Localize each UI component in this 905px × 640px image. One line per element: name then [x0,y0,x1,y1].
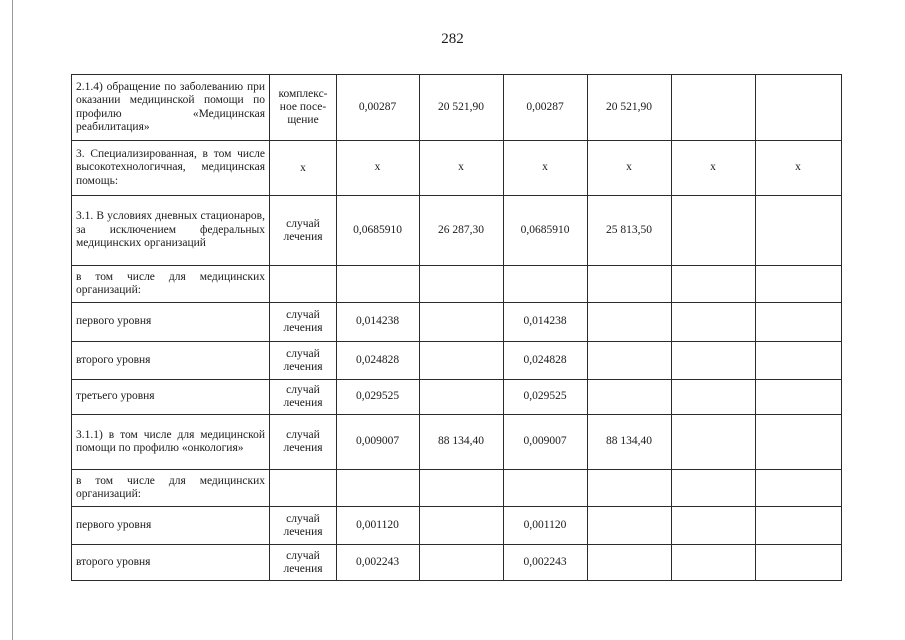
unit-cell: случай лечения [270,380,337,415]
value-cell: 20 521,90 [588,75,672,141]
table-row [72,380,842,415]
value-cell: х [337,141,420,196]
value-cell [588,303,672,342]
value-cell [756,196,842,266]
value-cell [504,470,588,507]
value-cell: 88 134,40 [420,415,504,470]
unit-cell: случай лечения [270,507,337,545]
unit-cell: случай лечения [270,545,337,581]
value-cell [420,342,504,380]
table-row [72,141,842,196]
value-cell [588,380,672,415]
row-description: первого уровня [72,303,270,342]
unit-cell: случай лечения [270,303,337,342]
row-description: 3. Специализированная, в том числе высокотехнологичная, медицинская помощь: [72,141,270,196]
value-cell [672,470,756,507]
unit-cell: случай лечения [270,415,337,470]
value-cell: 0,001120 [504,507,588,545]
value-cell: 0,002243 [337,545,420,581]
value-cell [756,75,842,141]
value-cell: 0,00287 [337,75,420,141]
value-cell: 0,002243 [504,545,588,581]
value-cell: 0,0685910 [504,196,588,266]
value-cell [588,342,672,380]
row-description: первого уровня [72,507,270,545]
table-row [72,196,842,266]
value-cell [420,507,504,545]
value-cell [672,303,756,342]
unit-cell: комплекс-ное посе-щение [270,75,337,141]
page-number: 282 [441,31,464,47]
value-cell: х [756,141,842,196]
value-cell [672,545,756,581]
row-description: 3.1. В условиях дневных стационаров, за исключением федеральных медицинских организаций [72,196,270,266]
value-cell [756,303,842,342]
volume-norms-table [71,74,842,581]
value-cell: 88 134,40 [588,415,672,470]
unit-cell: случай лечения [270,342,337,380]
row-description: в том числе для медицинских организаций: [72,470,270,507]
value-cell: х [672,141,756,196]
value-cell [420,470,504,507]
row-description: 3.1.1) в том числе для медицинской помощи по профилю «онкология» [72,415,270,470]
table-row [72,342,842,380]
value-cell: 0,014238 [337,303,420,342]
table-row [72,266,842,303]
unit-cell [270,470,337,507]
value-cell [756,507,842,545]
value-cell: 0,024828 [337,342,420,380]
value-cell: 25 813,50 [588,196,672,266]
table-row [72,75,842,141]
value-cell [672,380,756,415]
value-cell: 0,00287 [504,75,588,141]
value-cell [672,507,756,545]
row-description: второго уровня [72,545,270,581]
value-cell [588,266,672,303]
unit-cell: х [270,141,337,196]
value-cell [420,545,504,581]
value-cell: х [588,141,672,196]
value-cell [672,415,756,470]
value-cell [504,266,588,303]
value-cell [756,545,842,581]
value-cell [420,380,504,415]
row-description: второго уровня [72,342,270,380]
value-cell [588,545,672,581]
value-cell: х [420,141,504,196]
value-cell: 0,029525 [337,380,420,415]
value-cell: 0,0685910 [337,196,420,266]
value-cell [756,470,842,507]
table-row [72,507,842,545]
row-description: в том числе для медицинских организаций: [72,266,270,303]
value-cell [756,380,842,415]
value-cell: 0,014238 [504,303,588,342]
table-row [72,545,842,581]
scan-edge-line [12,0,13,640]
value-cell [672,342,756,380]
value-cell [672,196,756,266]
value-cell [420,303,504,342]
value-cell: х [504,141,588,196]
value-cell: 0,001120 [337,507,420,545]
table-row [72,415,842,470]
table-row [72,303,842,342]
value-cell: 0,024828 [504,342,588,380]
value-cell [672,75,756,141]
value-cell [337,470,420,507]
value-cell: 26 287,30 [420,196,504,266]
unit-cell: случай лечения [270,196,337,266]
value-cell [672,266,756,303]
table-row [72,470,842,507]
value-cell [588,470,672,507]
value-cell [756,342,842,380]
value-cell: 0,009007 [504,415,588,470]
unit-cell [270,266,337,303]
row-description: третьего уровня [72,380,270,415]
value-cell [756,415,842,470]
value-cell [588,507,672,545]
value-cell: 20 521,90 [420,75,504,141]
value-cell: 0,009007 [337,415,420,470]
value-cell [756,266,842,303]
value-cell: 0,029525 [504,380,588,415]
value-cell [420,266,504,303]
row-description: 2.1.4) обращение по заболеванию при оказании медицинской помощи по профилю «Медицинская реабилитация» [72,75,270,141]
value-cell [337,266,420,303]
